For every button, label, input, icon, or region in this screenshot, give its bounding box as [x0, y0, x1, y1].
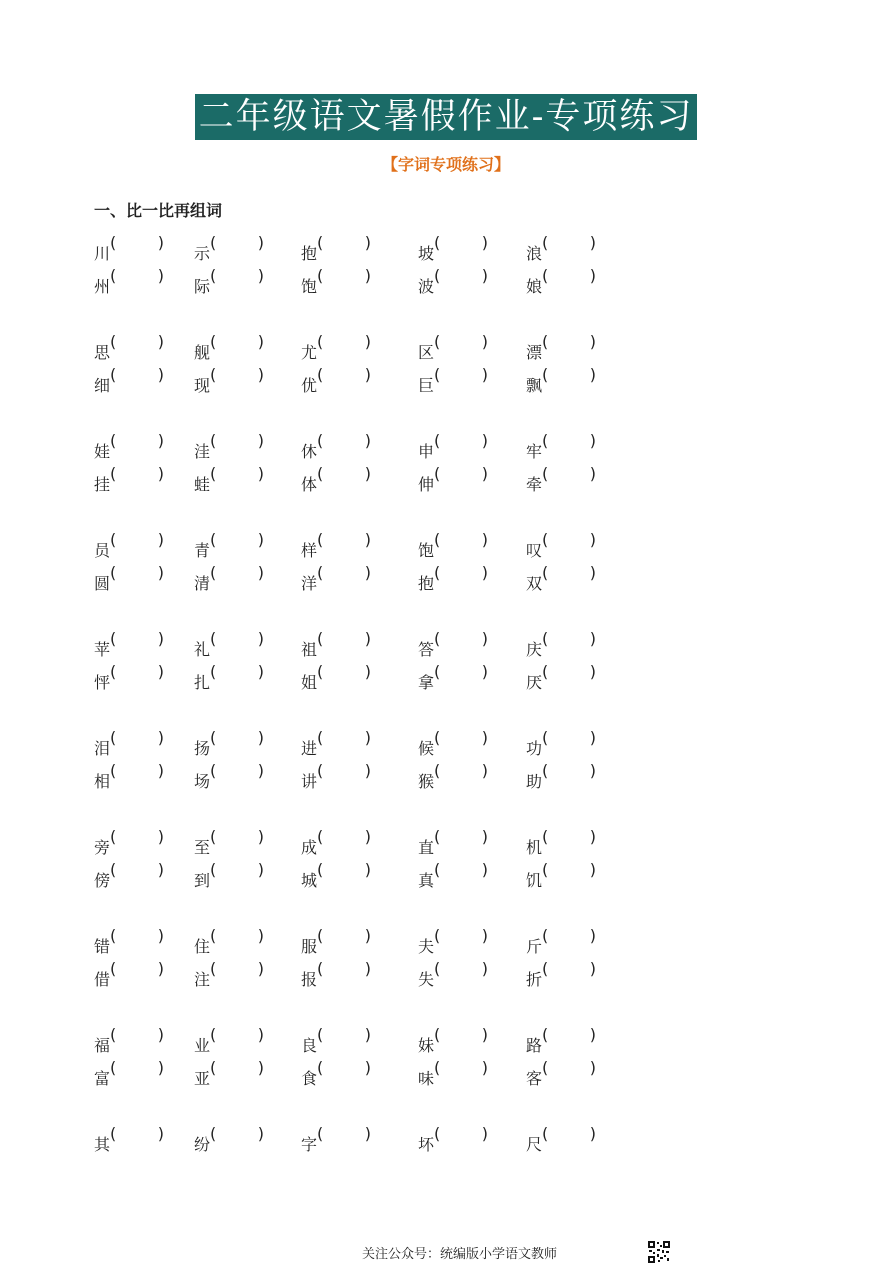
character: 失 [418, 970, 435, 989]
character: 客 [526, 1069, 543, 1088]
answer-blank[interactable]: ( ) [542, 332, 597, 351]
answer-blank[interactable]: ( ) [542, 926, 597, 945]
character: 候 [418, 739, 435, 758]
word-cell [301, 754, 371, 798]
exercise-rows [94, 226, 714, 1154]
answer-blank[interactable]: ( ) [317, 629, 372, 648]
character: 现 [194, 376, 211, 395]
answer-blank[interactable]: ( ) [542, 464, 597, 483]
group-gap [94, 688, 714, 721]
character: 报 [301, 970, 318, 989]
answer-blank[interactable]: ( ) [110, 431, 165, 450]
answer-blank[interactable]: ( ) [317, 1124, 372, 1143]
character: 体 [301, 475, 318, 494]
footer-text: 关注公众号：统编版小学语文教师 [362, 1247, 558, 1262]
character: 怦 [94, 673, 111, 692]
page-title: 二年级语文暑假作业-专项练习 [195, 94, 698, 140]
word-cell [526, 259, 596, 303]
character: 机 [526, 838, 543, 857]
answer-blank[interactable]: ( ) [210, 431, 265, 450]
exercise-row [94, 259, 714, 296]
answer-blank[interactable]: ( ) [434, 662, 489, 681]
exercise-row [94, 226, 714, 263]
qr-code-icon [648, 1241, 670, 1263]
word-cell [301, 1051, 371, 1095]
answer-blank[interactable]: ( ) [317, 761, 372, 780]
answer-blank[interactable]: ( ) [434, 563, 489, 582]
answer-blank[interactable]: ( ) [542, 266, 597, 285]
answer-blank[interactable]: ( ) [110, 530, 165, 549]
character: 折 [526, 970, 543, 989]
answer-blank[interactable]: ( ) [110, 233, 165, 252]
word-cell [418, 556, 488, 600]
answer-blank[interactable]: ( ) [110, 662, 165, 681]
word-cell [94, 556, 164, 600]
word-cell [94, 754, 164, 798]
answer-blank[interactable]: ( ) [317, 662, 372, 681]
answer-blank[interactable]: ( ) [542, 563, 597, 582]
character: 讲 [301, 772, 318, 791]
exercise-row [94, 655, 714, 692]
character: 休 [301, 442, 318, 461]
character: 助 [526, 772, 543, 791]
answer-blank[interactable]: ( ) [317, 959, 372, 978]
answer-blank[interactable]: ( ) [210, 662, 265, 681]
character: 良 [301, 1036, 318, 1055]
exercise-row [94, 721, 714, 758]
character: 住 [194, 937, 211, 956]
answer-blank[interactable]: ( ) [542, 1124, 597, 1143]
word-cell [418, 1051, 488, 1095]
character: 味 [418, 1069, 435, 1088]
character: 蛙 [194, 475, 211, 494]
answer-blank[interactable]: ( ) [317, 332, 372, 351]
character: 洋 [301, 574, 318, 593]
answer-blank[interactable]: ( ) [434, 926, 489, 945]
character: 至 [194, 838, 211, 857]
word-cell [301, 259, 371, 303]
answer-blank[interactable]: ( ) [434, 860, 489, 879]
answer-blank[interactable]: ( ) [434, 431, 489, 450]
answer-blank[interactable]: ( ) [434, 959, 489, 978]
character: 坡 [418, 244, 435, 263]
character: 苹 [94, 640, 111, 659]
character: 牢 [526, 442, 543, 461]
exercise-row [94, 1051, 714, 1088]
character: 尤 [301, 343, 318, 362]
character: 坏 [418, 1135, 435, 1154]
character: 注 [194, 970, 211, 989]
word-cell [194, 556, 264, 600]
word-cell [301, 358, 371, 402]
character: 圆 [94, 574, 111, 593]
character: 相 [94, 772, 111, 791]
character: 路 [526, 1036, 543, 1055]
word-cell [301, 655, 371, 699]
character: 饱 [418, 541, 435, 560]
character: 业 [194, 1036, 211, 1055]
word-cell [194, 457, 264, 501]
answer-blank[interactable]: ( ) [110, 365, 165, 384]
character: 员 [94, 541, 111, 560]
exercise-row [94, 424, 714, 461]
exercise-row [94, 853, 714, 890]
answer-blank[interactable]: ( ) [110, 926, 165, 945]
character: 拿 [418, 673, 435, 692]
answer-blank[interactable]: ( ) [110, 959, 165, 978]
answer-blank[interactable]: ( ) [434, 332, 489, 351]
word-cell [301, 952, 371, 996]
section-heading: 一、比一比再组词 [94, 201, 223, 220]
character: 细 [94, 376, 111, 395]
character: 其 [94, 1135, 111, 1154]
character: 浪 [526, 244, 543, 263]
character: 旁 [94, 838, 111, 857]
character: 妹 [418, 1036, 435, 1055]
group-gap [94, 292, 714, 325]
word-cell [94, 1117, 164, 1161]
word-cell [526, 556, 596, 600]
word-cell [301, 853, 371, 897]
character: 厌 [526, 673, 543, 692]
character: 牵 [526, 475, 543, 494]
answer-blank[interactable]: ( ) [317, 860, 372, 879]
character: 城 [301, 871, 318, 890]
group-gap [94, 787, 714, 820]
word-cell [526, 853, 596, 897]
answer-blank[interactable]: ( ) [210, 860, 265, 879]
answer-blank[interactable]: ( ) [210, 365, 265, 384]
answer-blank[interactable]: ( ) [542, 629, 597, 648]
exercise-row [94, 523, 714, 560]
character: 字 [301, 1135, 318, 1154]
answer-blank[interactable]: ( ) [110, 563, 165, 582]
character: 州 [94, 277, 111, 296]
answer-blank[interactable]: ( ) [542, 860, 597, 879]
word-cell [418, 1117, 488, 1161]
character: 际 [194, 277, 211, 296]
character: 姐 [301, 673, 318, 692]
word-cell [194, 1117, 264, 1161]
answer-blank[interactable]: ( ) [542, 959, 597, 978]
word-cell [94, 655, 164, 699]
word-cell [194, 358, 264, 402]
character: 扬 [194, 739, 211, 758]
character: 功 [526, 739, 543, 758]
group-gap [94, 1084, 714, 1117]
word-cell [194, 259, 264, 303]
word-cell [526, 754, 596, 798]
answer-blank[interactable]: ( ) [110, 464, 165, 483]
word-cell [526, 358, 596, 402]
answer-blank[interactable]: ( ) [317, 1058, 372, 1077]
exercise-row [94, 952, 714, 989]
word-cell [94, 853, 164, 897]
word-cell [418, 952, 488, 996]
character: 川 [94, 244, 111, 263]
character: 区 [418, 343, 435, 362]
character: 饱 [301, 277, 318, 296]
character: 优 [301, 376, 318, 395]
character: 示 [194, 244, 211, 263]
answer-blank[interactable]: ( ) [210, 332, 265, 351]
character: 斤 [526, 937, 543, 956]
exercise-row [94, 325, 714, 362]
answer-blank[interactable]: ( ) [210, 728, 265, 747]
answer-blank[interactable]: ( ) [110, 1025, 165, 1044]
answer-blank[interactable]: ( ) [542, 233, 597, 252]
answer-blank[interactable]: ( ) [210, 1025, 265, 1044]
exercise-row [94, 754, 714, 791]
group-gap [94, 391, 714, 424]
character: 扎 [194, 673, 211, 692]
character: 娘 [526, 277, 543, 296]
answer-blank[interactable]: ( ) [317, 1025, 372, 1044]
answer-blank[interactable]: ( ) [110, 1058, 165, 1077]
character: 福 [94, 1036, 111, 1055]
character: 漂 [526, 343, 543, 362]
character: 思 [94, 343, 111, 362]
character: 错 [94, 937, 111, 956]
character: 富 [94, 1069, 111, 1088]
answer-blank[interactable]: ( ) [210, 959, 265, 978]
character: 伸 [418, 475, 435, 494]
answer-blank[interactable]: ( ) [434, 266, 489, 285]
answer-blank[interactable]: ( ) [210, 629, 265, 648]
character: 亚 [194, 1069, 211, 1088]
word-cell [418, 853, 488, 897]
answer-blank[interactable]: ( ) [210, 530, 265, 549]
character: 双 [526, 574, 543, 593]
answer-blank[interactable]: ( ) [317, 530, 372, 549]
answer-blank[interactable]: ( ) [210, 464, 265, 483]
answer-blank[interactable]: ( ) [434, 233, 489, 252]
character: 抱 [301, 244, 318, 263]
character: 舰 [194, 343, 211, 362]
character: 娃 [94, 442, 111, 461]
character: 波 [418, 277, 435, 296]
answer-blank[interactable]: ( ) [210, 926, 265, 945]
exercise-row [94, 358, 714, 395]
word-cell [94, 358, 164, 402]
word-cell [194, 754, 264, 798]
answer-blank[interactable]: ( ) [317, 563, 372, 582]
word-cell [94, 1051, 164, 1095]
character: 洼 [194, 442, 211, 461]
answer-blank[interactable]: ( ) [434, 464, 489, 483]
answer-blank[interactable]: ( ) [210, 233, 265, 252]
group-gap [94, 589, 714, 622]
exercise-row [94, 457, 714, 494]
word-cell [526, 655, 596, 699]
word-cell [94, 457, 164, 501]
answer-blank[interactable]: ( ) [317, 728, 372, 747]
answer-blank[interactable]: ( ) [110, 629, 165, 648]
answer-blank[interactable]: ( ) [542, 761, 597, 780]
character: 借 [94, 970, 111, 989]
word-cell [526, 457, 596, 501]
answer-blank[interactable]: ( ) [434, 1058, 489, 1077]
character: 食 [301, 1069, 318, 1088]
character: 成 [301, 838, 318, 857]
word-cell [418, 358, 488, 402]
character: 直 [418, 838, 435, 857]
character: 尺 [526, 1135, 543, 1154]
character: 真 [418, 871, 435, 890]
answer-blank[interactable]: ( ) [210, 266, 265, 285]
exercise-row [94, 622, 714, 659]
word-cell [526, 1117, 596, 1161]
character: 夫 [418, 937, 435, 956]
character: 傍 [94, 871, 111, 890]
answer-blank[interactable]: ( ) [434, 1025, 489, 1044]
group-gap [94, 490, 714, 523]
answer-blank[interactable]: ( ) [434, 827, 489, 846]
answer-blank[interactable]: ( ) [434, 761, 489, 780]
answer-blank[interactable]: ( ) [542, 1058, 597, 1077]
answer-blank[interactable]: ( ) [434, 530, 489, 549]
exercise-row [94, 1117, 714, 1154]
word-cell [526, 952, 596, 996]
character: 挂 [94, 475, 111, 494]
answer-blank[interactable]: ( ) [210, 761, 265, 780]
exercise-row [94, 919, 714, 956]
character: 饥 [526, 871, 543, 890]
word-cell [194, 853, 264, 897]
character: 到 [194, 871, 211, 890]
character: 猴 [418, 772, 435, 791]
answer-blank[interactable]: ( ) [110, 761, 165, 780]
character: 礼 [194, 640, 211, 659]
answer-blank[interactable]: ( ) [542, 728, 597, 747]
answer-blank[interactable]: ( ) [110, 728, 165, 747]
answer-blank[interactable]: ( ) [110, 332, 165, 351]
group-gap [94, 886, 714, 919]
character: 祖 [301, 640, 318, 659]
answer-blank[interactable]: ( ) [110, 827, 165, 846]
word-cell [194, 952, 264, 996]
character: 纷 [194, 1135, 211, 1154]
word-cell [94, 259, 164, 303]
word-cell [526, 1051, 596, 1095]
answer-blank[interactable]: ( ) [210, 1058, 265, 1077]
page-subtitle: 【字词专项练习】 [381, 155, 510, 174]
answer-blank[interactable]: ( ) [317, 266, 372, 285]
answer-blank[interactable]: ( ) [317, 827, 372, 846]
character: 庆 [526, 640, 543, 659]
answer-blank[interactable]: ( ) [542, 827, 597, 846]
answer-blank[interactable]: ( ) [434, 629, 489, 648]
answer-blank[interactable]: ( ) [210, 1124, 265, 1143]
word-cell [301, 556, 371, 600]
answer-blank[interactable]: ( ) [542, 365, 597, 384]
character: 巨 [418, 376, 435, 395]
character: 场 [194, 772, 211, 791]
exercise-row [94, 1018, 714, 1055]
answer-blank[interactable]: ( ) [317, 464, 372, 483]
answer-blank[interactable]: ( ) [542, 662, 597, 681]
answer-blank[interactable]: ( ) [434, 1124, 489, 1143]
character: 抱 [418, 574, 435, 593]
character: 进 [301, 739, 318, 758]
answer-blank[interactable]: ( ) [110, 1124, 165, 1143]
character: 泪 [94, 739, 111, 758]
answer-blank[interactable]: ( ) [542, 530, 597, 549]
answer-blank[interactable]: ( ) [317, 365, 372, 384]
answer-blank[interactable]: ( ) [110, 266, 165, 285]
character: 申 [418, 442, 435, 461]
group-gap [94, 985, 714, 1018]
word-cell [418, 457, 488, 501]
exercise-row [94, 556, 714, 593]
character: 服 [301, 937, 318, 956]
character: 叹 [526, 541, 543, 560]
answer-blank[interactable]: ( ) [210, 563, 265, 582]
word-cell [194, 655, 264, 699]
answer-blank[interactable]: ( ) [317, 431, 372, 450]
word-cell [301, 1117, 371, 1161]
exercise-row [94, 820, 714, 857]
character: 答 [418, 640, 435, 659]
character: 青 [194, 541, 211, 560]
answer-blank[interactable]: ( ) [434, 728, 489, 747]
character: 清 [194, 574, 211, 593]
answer-blank[interactable]: ( ) [542, 1025, 597, 1044]
character: 飘 [526, 376, 543, 395]
answer-blank[interactable]: ( ) [110, 860, 165, 879]
answer-blank[interactable]: ( ) [542, 431, 597, 450]
answer-blank[interactable]: ( ) [317, 926, 372, 945]
title-wrap [0, 94, 892, 140]
word-cell [418, 259, 488, 303]
word-cell [418, 754, 488, 798]
answer-blank[interactable]: ( ) [434, 365, 489, 384]
character: 样 [301, 541, 318, 560]
answer-blank[interactable]: ( ) [210, 827, 265, 846]
word-cell [194, 1051, 264, 1095]
word-cell [94, 952, 164, 996]
answer-blank[interactable]: ( ) [317, 233, 372, 252]
word-cell [418, 655, 488, 699]
word-cell [301, 457, 371, 501]
